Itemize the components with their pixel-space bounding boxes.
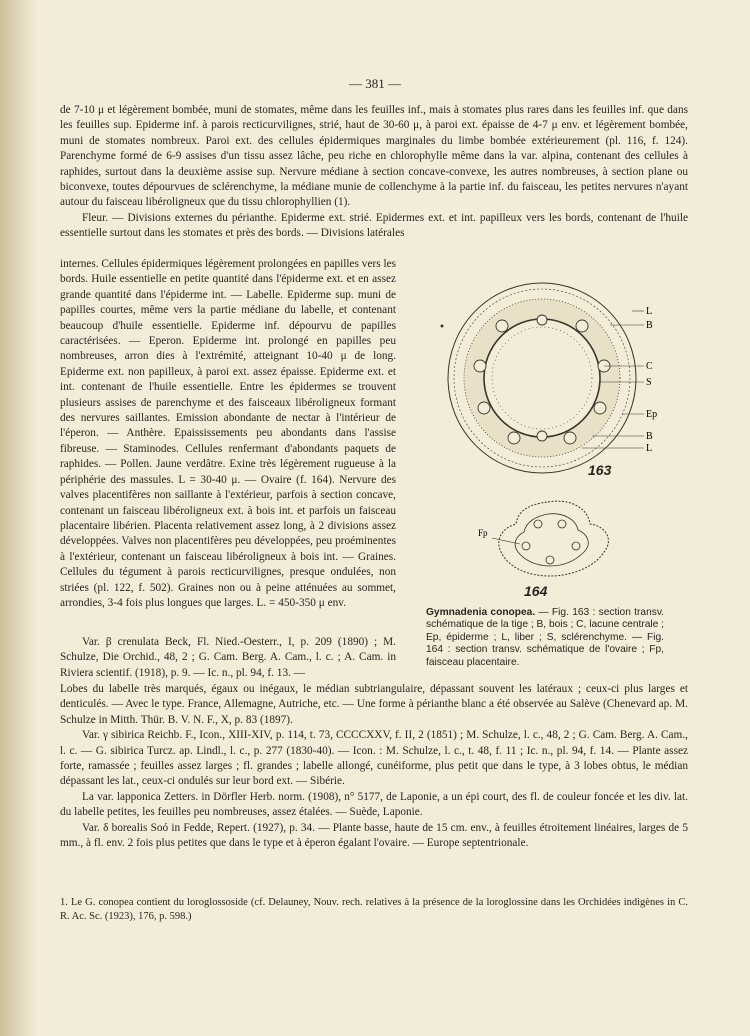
footnote: 1. Le G. conopea contient du loroglossoside (cf. Delauney, Nouv. rech. relatives à la présence de la loroglossine dans les Orchidées indigènes in C. R. Ac. Sc. (1923), 176, p. 598.) (60, 897, 688, 922)
para4a-text: Var. β crenulata Beck, Fl. Nied.-Oesterr., I, p. 209 (1890) ; M. Schulze, Die Orchid., 48, 2 ; G. Cam. Berg. A. Cam., l. c. ; A. Cam. in Riviera scientif. (1918), p. 9. — Ic. n., pl. 94, f. 13. — (60, 636, 396, 679)
para6-text: La var. lapponica Zetters. in Dörfler Herb. norm. (1908), n° 5177, de Laponie, a un épi court, des fl. de couleur foncée et les div. lat. du labelle petites, les feuilles peu nombreuses, assez étalées. — Suède, Laponie. (60, 790, 688, 819)
paragraph-var-crenulata-start (60, 635, 396, 681)
fig164-label-fp: Fp (478, 528, 488, 538)
para7-text: Var. δ borealis Soó in Fedde, Repert. (1927), p. 34. — Plante basse, haute de 15 cm. env., à feuilles étroitement linéaires, larges de 5 mm., à fl. env. 2 fois plus petites que dans le type et à éperon égalant l'ovaire. — Europe septentrionale. (60, 821, 688, 850)
fig163-label-b-bottom: B (646, 431, 653, 442)
paragraph-varieties (60, 682, 688, 851)
figure-163-stem-section (432, 278, 672, 483)
paragraph-leaf-anatomy (60, 103, 688, 242)
para4b-text: Lobes du labelle très marqués, égaux ou inégaux, le médian subtriangulaire, dépassant souvent les latéraux ; ceux-ci plus larges et denticulés. — Avec le type. France, Allemagne, Autriche, etc. — Une forme à périanthe blanc a été observée au Salève (Chenevard ap. M. Schulze in Mitth. Thür. B. V. N. F., X, p. 83 (1897). (60, 683, 688, 726)
caption-title: Gymnadenia conopea. (426, 607, 536, 618)
fig163-label-s: S (646, 377, 652, 388)
page-number: — 381 — (349, 76, 401, 91)
fig163-label-b-top: B (646, 320, 653, 331)
para1-text: de 7-10 μ et légèrement bombée, muni de stomates, même dans les feuilles inf., mais à stomates plus rares dans les feuilles inf. que dans les feuilles sup. Epiderme inf. à parois recticurvilignes, strié, haut de 30-60 μ, à paroi ext. épaisse de 4-7 μ env. et légèrement bombée, muni de stomates nombreux. Paroi ext. des cellules épidermiques marginales du limbe bombée extérieurement (pl. 116, f. 124). Parenchyme formé de 6-9 assises d'un tissu assez lâche, peu riche en chlorophylle même dans la var. alpina, contenant des cellules à raphides, surtout dans la deuxième assise sup. Nervure médiane à section concave-convexe, les autres nombreuses, à section plane ou biconvexe, toutes dépourvues de sclérenchyme, la médiane munie de collenchyme à la partie inf. du faisceau, les petites nervures n'ayant autour du faisceau libéroligneux que du tissu chlorophyllien (1). (60, 104, 688, 209)
figure-164-ovary-section (478, 496, 628, 584)
fig163-label-ep: Ep (646, 409, 658, 420)
figure-caption (426, 607, 664, 669)
figure-163-number: 163 (588, 462, 612, 478)
caption-text: — Fig. 163 : section transv. schématique de la tige ; B, bois ; C, lacune centrale ; Ep, épiderme ; L, liber ; S, sclérenchyme. — Fig. 164 : section transv. schématique de l'ovaire ; Fp, faisceau placentaire. (426, 607, 664, 668)
para3-text: internes. Cellules épidermiques légèrement prolongées en papilles vers les bords. Huile essentielle en petite quantité dans l'épiderme ext. et en assez grande quantité dans l'épiderme int. — Labelle. Epiderme sup. muni de papilles courtes, même vers la partie médiane du labelle, et contenant beaucoup d'huile essentielle. Epiderme inf. dépourvu de papilles caractérisées. — Eperon. Epiderme int. prolongé en papilles peu nombreuses, arron dies à l'extrémité, atteignant 10-40 μ de long. Epiderme ext. non papilleux, à paroi ext. assez épaisse. Epiderme ext. et int. contenant de l'huile essentielle. Entre les épidermes se trouvent plusieurs assises de parenchyme et des faisceaux libéroligneux formant des nervures saillantes. Emission abondante de nectar à l'intérieur de l'éperon. — Anthère. Epaississements peu abondants dans l'assise fibreuse. — Staminodes. Cellules renfermant d'abondants paquets de raphides. — Pollen. Jaune verdâtre. Exine très légèrement rugueuse à la périphérie des massules. L = 30-40 μ. — Ovaire (f. 164). Nervure des valves placentifères non saillante à l'extérieur, parfois à section concave, contenant un faisceau libéroligneux ext. à bois int. et parfois un faisceau placentaire libérien. Placenta relativement assez long, à 2 divisions assez développées. Valves non placentifères peu développées, peu proéminentes à l'extérieur, contenant un faisceau libéroligneux à bois int. — Graines. Cellules du tégument à parois recticurvilignes, presque ondulées, non striées (pl. 122, f. 502). Graines non ou à peine atténuées au sommet, arrondies, 3-4 fois plus longues que larges. L. = 450-350 μ env. (60, 258, 396, 609)
fig163-label-l-top: L (646, 306, 653, 317)
page-edge-shadow (0, 0, 38, 1036)
fig163-label-c: C (646, 361, 653, 372)
paragraph-flower-anatomy (60, 257, 396, 611)
para5-text: Var. γ sibirica Reichb. F., Icon., XIII-XIV, p. 114, t. 73, CCCCXXV, f. II, 2 (1851) ; M. Schulze, l. c., 48, 2 ; G. Cam. Berg. A. Cam., l. c. — G. sibirica Turcz. ap. Lindl., l. c., p. 277 (1830-40). — Icon. : M. Schulze, l. c., t. 48, f. 11 ; Ic. n., pl. 94, f. 14. — Plante assez forte, ramassée ; feuilles assez larges ; fl. grandes ; labelle allongé, cunéiforme, plus petit que dans le type, à 3 lobes obtus, le médian dépassant les lat., ceux-ci ondulés sur leur bord ext. — Sibérie. (60, 729, 688, 788)
figure-164-number: 164 (524, 583, 548, 599)
fig163-label-l-bottom: L (646, 443, 653, 454)
para2-text: Fleur. — Divisions externes du périanthe. Epiderme ext. strié. Epidermes ext. et int. papilleux vers les bords, contenant de l'huile essentielle surtout dans les stomates et près des bords. — Divisions latérales (60, 211, 688, 240)
